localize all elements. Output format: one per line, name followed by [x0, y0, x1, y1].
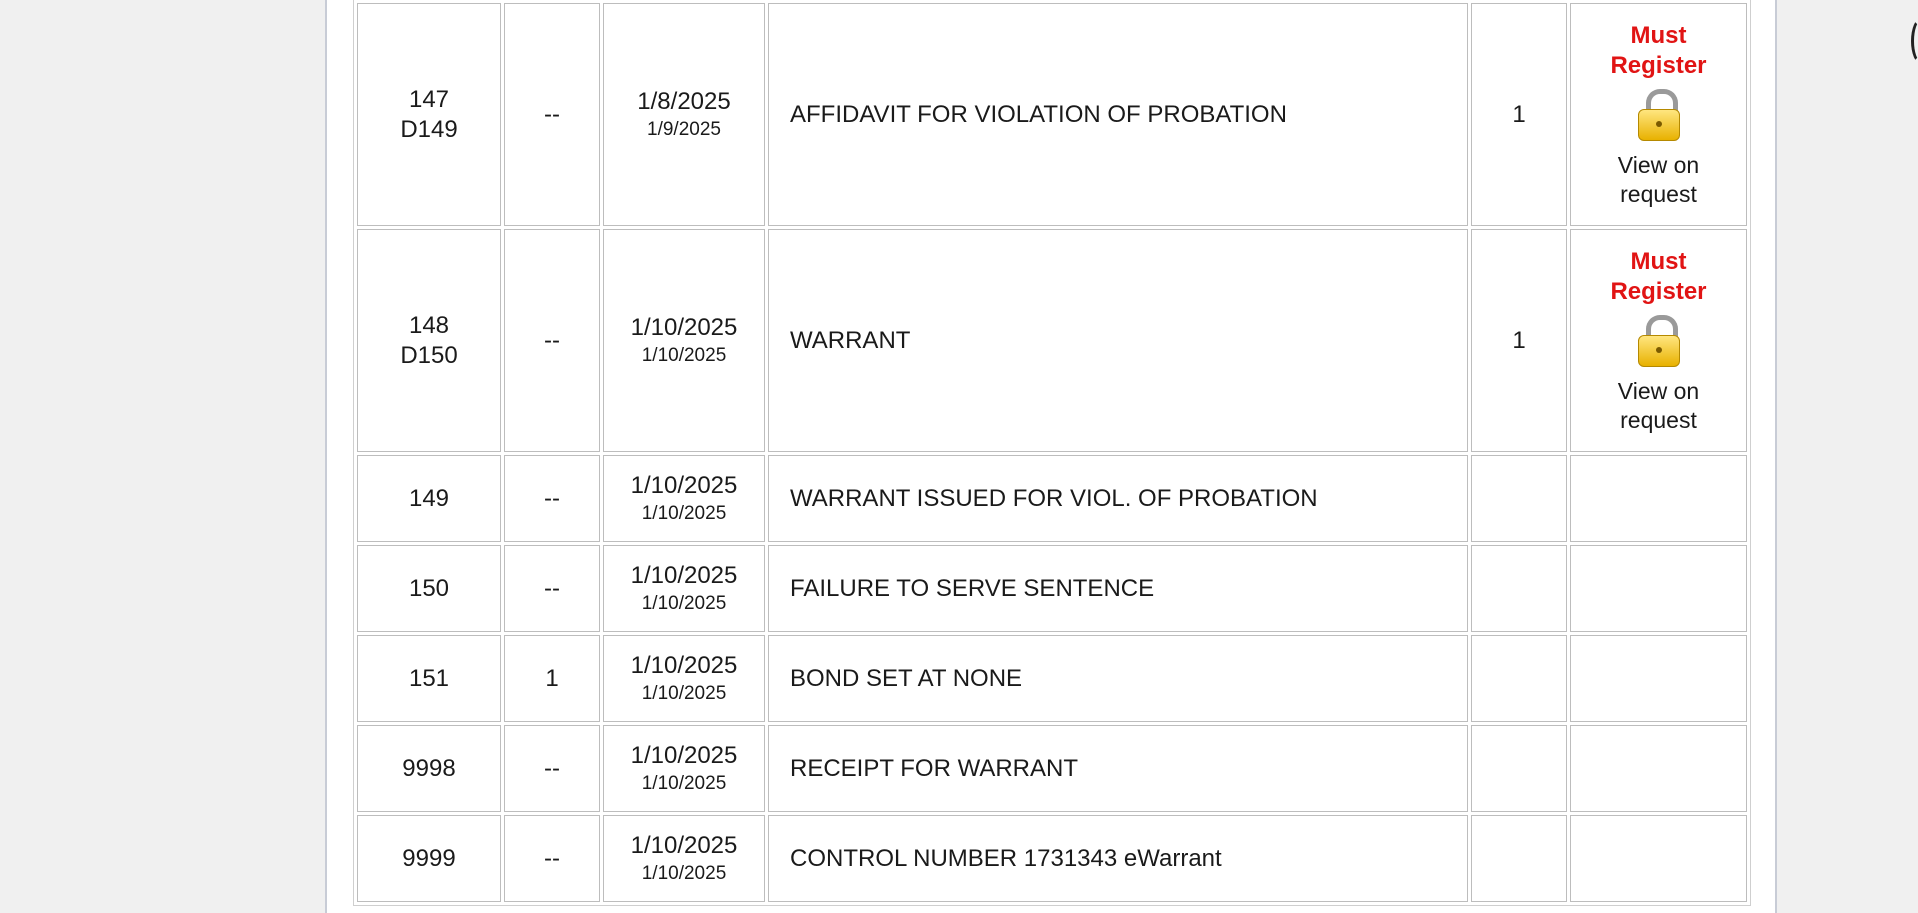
entered-date: 1/10/2025 [641, 502, 727, 524]
filed-date: 1/10/2025 [630, 741, 738, 769]
entered-date: 1/10/2025 [641, 862, 727, 884]
must-register-label-2[interactable]: Register [1610, 277, 1707, 305]
filed-date: 1/10/2025 [630, 313, 738, 341]
table-row [357, 635, 1747, 722]
must-register-label[interactable]: Must [1630, 21, 1687, 49]
seq-cell: 9999 [357, 815, 501, 902]
table-row [357, 815, 1747, 902]
filed-date: 1/8/2025 [637, 87, 731, 115]
description-cell: AFFIDAVIT FOR VIOLATION OF PROBATION [768, 3, 1468, 226]
image-cell [1570, 725, 1747, 812]
count-cell: -- [504, 3, 600, 226]
entered-date: 1/10/2025 [641, 682, 727, 704]
image-cell[interactable] [1570, 229, 1747, 452]
description-cell: WARRANT ISSUED FOR VIOL. OF PROBATION [768, 455, 1468, 542]
edge-glyph [1911, 18, 1918, 64]
entered-date: 1/10/2025 [641, 772, 727, 794]
table-row [357, 725, 1747, 812]
pages-cell [1471, 635, 1567, 722]
filed-date: 1/10/2025 [630, 471, 738, 499]
filed-date: 1/10/2025 [630, 831, 738, 859]
pages-cell [1471, 725, 1567, 812]
table-row [357, 455, 1747, 542]
pages-cell [1471, 545, 1567, 632]
image-cell [1570, 815, 1747, 902]
count-cell: 1 [504, 635, 600, 722]
seq-cell: 151 [357, 635, 501, 722]
filed-date: 1/10/2025 [630, 561, 738, 589]
count-cell: -- [504, 455, 600, 542]
table-row [357, 3, 1747, 226]
description-cell: RECEIPT FOR WARRANT [768, 725, 1468, 812]
docket-table [353, 0, 1751, 906]
entered-date: 1/10/2025 [641, 592, 727, 614]
must-register-label-2[interactable]: Register [1610, 51, 1707, 79]
seq-number: 148 [408, 311, 450, 339]
seq-cell [357, 3, 501, 226]
image-cell [1570, 635, 1747, 722]
table-row [357, 545, 1747, 632]
entered-date: 1/10/2025 [641, 344, 727, 366]
table-row [357, 229, 1747, 452]
date-cell [603, 815, 765, 902]
view-on-request-label-2: request [1620, 180, 1697, 207]
date-cell [603, 455, 765, 542]
lock-icon[interactable] [1638, 315, 1680, 367]
seq-cell: 150 [357, 545, 501, 632]
description-cell: WARRANT [768, 229, 1468, 452]
description-cell: FAILURE TO SERVE SENTENCE [768, 545, 1468, 632]
count-cell: -- [504, 545, 600, 632]
count-cell: -- [504, 725, 600, 812]
view-on-request-label: View on [1617, 151, 1700, 178]
date-cell [603, 545, 765, 632]
view-on-request-label: View on [1617, 377, 1700, 404]
filed-date: 1/10/2025 [630, 651, 738, 679]
count-cell: -- [504, 815, 600, 902]
view-on-request-label-2: request [1620, 406, 1697, 433]
seq-doc-id: D149 [400, 115, 458, 143]
pages-cell [1471, 815, 1567, 902]
image-cell[interactable] [1570, 3, 1747, 226]
seq-cell [357, 229, 501, 452]
lock-icon[interactable] [1638, 89, 1680, 141]
date-cell [603, 725, 765, 812]
entered-date: 1/9/2025 [647, 118, 721, 140]
count-cell: -- [504, 229, 600, 452]
must-register-label[interactable]: Must [1630, 247, 1687, 275]
pages-cell [1471, 455, 1567, 542]
description-cell: BOND SET AT NONE [768, 635, 1468, 722]
pages-cell: 1 [1471, 3, 1567, 226]
seq-number: 147 [408, 85, 450, 113]
date-cell [603, 635, 765, 722]
pages-cell: 1 [1471, 229, 1567, 452]
description-cell: CONTROL NUMBER 1731343 eWarrant [768, 815, 1468, 902]
seq-doc-id: D150 [400, 341, 458, 369]
date-cell [603, 229, 765, 452]
date-cell [603, 3, 765, 226]
image-cell [1570, 455, 1747, 542]
seq-cell: 149 [357, 455, 501, 542]
image-cell [1570, 545, 1747, 632]
seq-cell: 9998 [357, 725, 501, 812]
